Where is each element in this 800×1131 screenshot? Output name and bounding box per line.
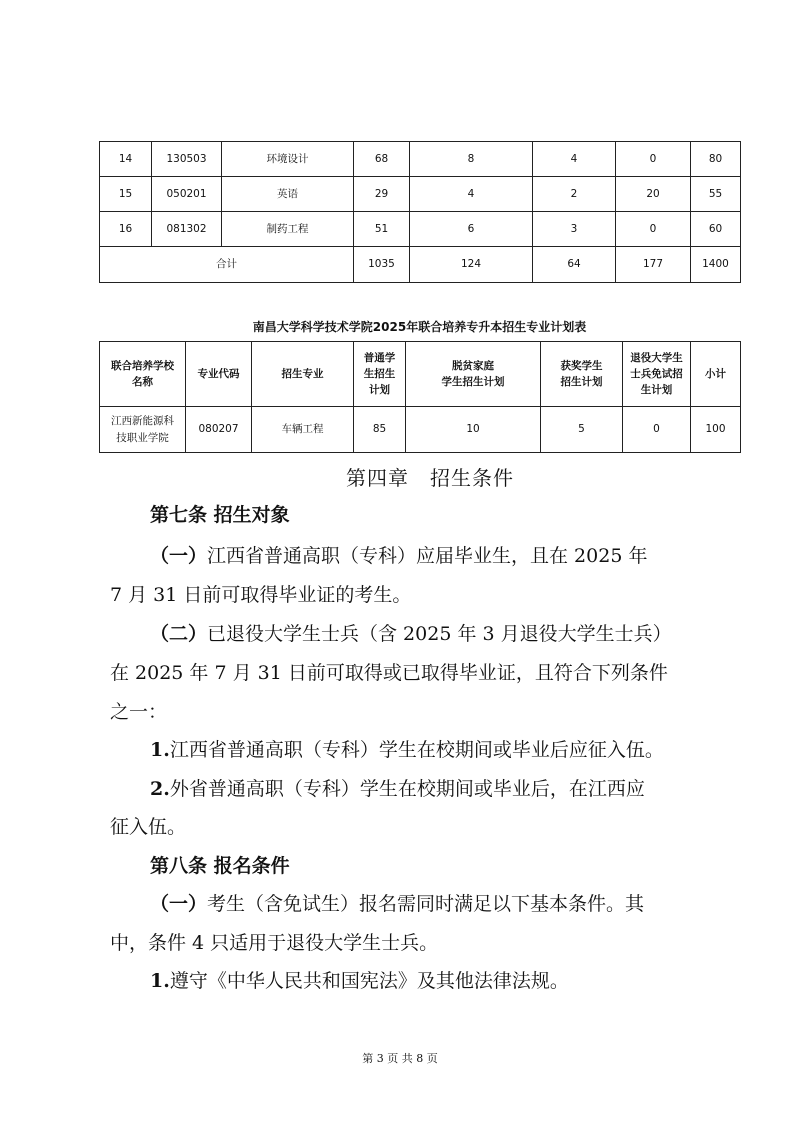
table-cell: 15 — [100, 177, 152, 212]
article7-sub2-line1 — [150, 774, 645, 801]
table-cell: 0 — [616, 212, 691, 247]
article8-sub1 — [150, 966, 569, 993]
table-cell: 0 — [623, 407, 691, 453]
sub-text: 外省普通高职（专科）学生在校期间或毕业后，在江西应 — [169, 778, 645, 800]
article7-item2-line1 — [150, 619, 672, 646]
item-text: 已退役大学生士兵（含 2025 年 3 月退役大学生士兵） — [207, 623, 672, 645]
article7-sub2-line2: 征入伍。 — [110, 816, 187, 838]
table-cell: 4 — [533, 142, 616, 177]
item-text: 考生（含免试生）报名需同时满足以下基本条件。其 — [207, 893, 645, 915]
table1-body — [100, 142, 741, 283]
article7-title: 第七条 招生对象 — [150, 504, 290, 526]
table-cell: 16 — [100, 212, 152, 247]
table-cell: 6 — [410, 212, 533, 247]
table-row — [100, 177, 741, 212]
table-cell: 20 — [616, 177, 691, 212]
table-cell: 车辆工程 — [252, 407, 354, 453]
table-row — [100, 142, 741, 177]
table-cell: 080207 — [186, 407, 252, 453]
item-marker: （一） — [150, 893, 208, 915]
header-cell: 专业代码 — [186, 342, 252, 407]
table-cell: 3 — [533, 212, 616, 247]
sub-number: 2. — [150, 778, 170, 800]
item-text: 江西省普通高职（专科）应届毕业生，且在 2025 年 — [207, 545, 648, 567]
table-cell: 0 — [616, 142, 691, 177]
article7-item1-line1 — [150, 541, 647, 568]
table2-caption: 南昌大学科学技术学院2025年联合培养专升本招生专业计划表 — [252, 320, 587, 334]
article7-sub1 — [150, 735, 664, 762]
article7-item2-line2: 在 2025 年 7 月 31 日前可取得或已取得毕业证，且符合下列条件 — [110, 662, 668, 684]
table-cell: 4 — [410, 177, 533, 212]
header-cell: 脱贫家庭 学生招生计划 — [406, 342, 541, 407]
header-cell: 获奖学生 招生计划 — [541, 342, 623, 407]
enrollment-table-continued — [99, 141, 741, 283]
table-cell: 51 — [354, 212, 410, 247]
total-cell: 177 — [616, 247, 691, 283]
header-cell: 退役大学生 士兵免试招 生计划 — [623, 342, 691, 407]
header-cell: 招生专业 — [252, 342, 354, 407]
table-cell: 29 — [354, 177, 410, 212]
chapter-title: 第四章 招生条件 — [346, 466, 514, 490]
header-cell: 联合培养学校 名称 — [100, 342, 186, 407]
total-cell: 64 — [533, 247, 616, 283]
table-cell: 江西新能源科 技职业学院 — [100, 407, 186, 453]
table-cell: 85 — [354, 407, 406, 453]
total-row — [100, 247, 741, 283]
table-cell: 68 — [354, 142, 410, 177]
table-cell: 14 — [100, 142, 152, 177]
article8-item1-line2: 中，条件 4 只适用于退役大学生士兵。 — [110, 932, 439, 954]
sub-text: 遵守《中华人民共和国宪法》及其他法律法规。 — [169, 970, 569, 992]
header-row — [100, 342, 741, 407]
article7-item2-line3: 之一： — [110, 701, 168, 723]
sub-number: 1. — [150, 970, 170, 992]
table-cell: 10 — [406, 407, 541, 453]
item-marker: （二） — [150, 623, 208, 645]
total-cell: 1400 — [691, 247, 741, 283]
table-cell: 60 — [691, 212, 741, 247]
total-cell: 124 — [410, 247, 533, 283]
sub-number: 1. — [150, 739, 170, 761]
table2-body — [100, 342, 741, 453]
table-row — [100, 212, 741, 247]
joint-training-table — [99, 341, 741, 453]
table-cell: 100 — [691, 407, 741, 453]
table-cell: 130503 — [152, 142, 222, 177]
table-cell: 80 — [691, 142, 741, 177]
header-cell: 小计 — [691, 342, 741, 407]
table-cell: 英语 — [222, 177, 354, 212]
table-cell: 环境设计 — [222, 142, 354, 177]
article7-item1-line2: 7 月 31 日前可取得毕业证的考生。 — [110, 584, 412, 606]
table-row — [100, 407, 741, 453]
article8-item1-line1 — [150, 889, 644, 916]
total-label: 合计 — [100, 247, 354, 283]
article8-title: 第八条 报名条件 — [150, 855, 290, 877]
table-cell: 8 — [410, 142, 533, 177]
page-footer: 第 3 页 共 8 页 — [362, 1052, 438, 1065]
table-cell: 55 — [691, 177, 741, 212]
table-cell: 050201 — [152, 177, 222, 212]
sub-text: 江西省普通高职（专科）学生在校期间或毕业后应征入伍。 — [169, 739, 664, 761]
table-cell: 2 — [533, 177, 616, 212]
table-cell: 制药工程 — [222, 212, 354, 247]
table-cell: 5 — [541, 407, 623, 453]
header-cell: 普通学 生招生 计划 — [354, 342, 406, 407]
table-cell: 081302 — [152, 212, 222, 247]
item-marker: （一） — [150, 545, 208, 567]
total-cell: 1035 — [354, 247, 410, 283]
